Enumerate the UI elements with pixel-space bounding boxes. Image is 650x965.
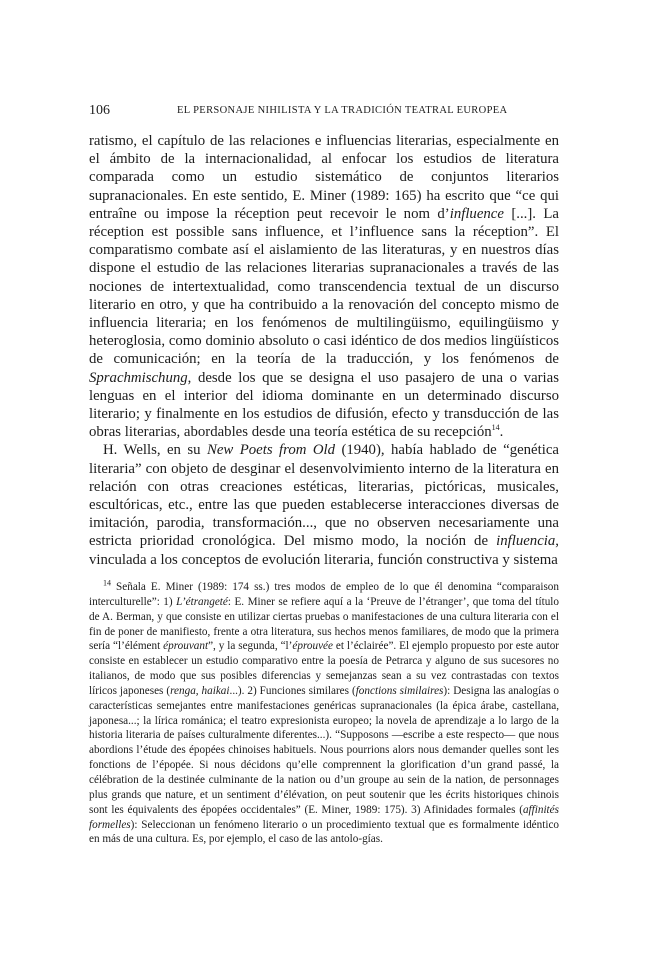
footnote-italic: L’étrangeté <box>176 595 228 608</box>
footnote-reference[interactable]: 14 <box>491 423 500 433</box>
paragraph-2 <box>89 441 559 568</box>
footnote-text: ): Designa las analogías o características semejantes entre manifestaciones genéricas supranacionales (la épica árabe, castellana, japonesa...; la lírica románica; el teatro expresionista europeo; la novela de aprendizaje a lo largo de la historia literaria de países culturalmente diferentes...). “Supposons —escribe a este respecto— que nous abordions l’étude des épopées chinoises habituels. Nous pourrions alors nous demander quelles sont les fonctions de l’épopée. Si nous décidons qu’elle comprennent la glorification d’un grand passé, la célébration de la destinée culminante de la nation ou d’un groupe au sein de la nation, de personnages plus grands que nature, et un sentiment d’élévation, on peut soutenir que les écrits historiques chinois sont les équivalents des épopées occidentales” (E. Miner, 1989: 175). 3) Afinidades formales ( <box>89 684 560 816</box>
footnote-italic: éprouvée <box>292 640 333 653</box>
footnotes <box>89 580 559 847</box>
paragraph-2-italic-title: New Poets from Old <box>206 442 336 459</box>
footnote-text: et l’éclairée”. El ejemplo propuesto por este autor consiste en establecer un estudio comparativo entre la poesía de Petrarca y alguno de sus sucesores no italianos, de modo que sus posibles diferencias y semejanzas sean a su vez contrastadas con textos líricos japoneses ( <box>89 640 560 697</box>
footnote-text: : E. Miner se refiere aquí a la ‘Preuve de l’étranger’, que toma del título de A. Berman, y que consiste en utilizar ciertas pruebas o manifestaciones de una cultura literaria con el fin de poner de manifiesto, frente a otra literatura, sus hechos menos familiares, de modo que la primera sería “l’élément <box>89 595 559 653</box>
paragraph-1-text: ratismo, el capítulo de las relaciones e influencias literarias, especialmente en el ámbito de la internacionalidad, al enfocar los estudios de literatura comparada como un estudio sistemático de conjuntos literarios supranacionales. En este sentido, E. Miner (1989: 165) ha escrito que “ce qui entraîne ou impose la réception peut recevoir le nom d’ <box>89 133 559 222</box>
footnote-italic: fonctions similaires <box>355 684 444 697</box>
body-text <box>89 132 559 569</box>
footnote-text: Señala E. Miner (1989: 174 ss.) tres modos de empleo de lo que él denomina “comparaison interculturelle”: 1) <box>89 581 559 608</box>
paragraph-1-text-end: , desde los que se designa el uso pasajero de una o varias lenguas en el interior del idioma dominante en un determinado discurso literario; y finalmente en los estudios de difusión, efecto y transducción de las obras literarias, abordables desde una teoría estética de su recepción <box>89 369 559 441</box>
paragraph-1-period: . <box>499 424 504 441</box>
paragraph-2-text-end: , vinculada a los conceptos de evolución literaria, función constructiva y sistema <box>89 533 559 568</box>
footnote-text: ): Seleccionan un fenómeno literario o un procedimiento textual que es formalmente idéntico en más de una cultura. Es, por ejemplo, el caso de las antolo-gías. <box>89 818 559 846</box>
footnote-italic: renga, haikai <box>170 684 230 697</box>
footnote-14 <box>89 580 559 847</box>
footnote-italic: éprouvant <box>163 640 209 653</box>
footnote-italic: affinités formelles <box>89 803 559 831</box>
page-header <box>89 103 559 119</box>
footnote-number: 14 <box>103 578 111 588</box>
paragraph-1 <box>89 132 559 441</box>
footnote-text: ...). 2) Funciones similares ( <box>229 684 356 697</box>
paragraph-2-text-cont: (1940), había hablado de “genética literaria” con objeto de desginar el desenvolvimiento interno de la literatura en relación con otras creaciones estéticas, literarias, pictóricas, musicales, escultóricas, etc., entre las que pueden establecerse interacciones diversas de imitación, parodia, transformación..., que no observen necesariamente una estricta prioridad cronológica. Del mismo modo, la noción de <box>89 442 559 550</box>
paragraph-2-italic-influencia: influencia <box>496 533 556 550</box>
page-number: 106 <box>89 103 110 118</box>
paragraph-1-text-cont: [...]. La réception est possible sans influence, et l’influence sans la réception”. El comparatismo combate así el aislamiento de las literaturas, y en nuestros días dispone el estudio de las relaciones literarias supranacionales a través de las nociones de intertextualidad, como transcendencia textual de un discurso literario en otro, y que ha contribuido a la renovación del concepto mismo de influencia literaria; en los fenómenos de multilingüismo, equilingüismo y heteroglosia, como dominio absoluto o casi idéntico de dos medios lingüísticos de comunicación; en la teoría de la traducción, y los fenómenos de <box>89 205 559 368</box>
running-head: EL PERSONAJE NIHILISTA Y LA TRADICIÓN TEATRAL EUROPEA <box>177 105 508 116</box>
paragraph-1-italic-influence: influence <box>449 205 504 222</box>
paragraph-2-text: H. Wells, en su <box>103 442 207 459</box>
paragraph-1-italic-sprachmischung: Sprachmischung <box>89 369 188 386</box>
footnote-text: ”, y la segunda, “l’ <box>208 640 293 653</box>
